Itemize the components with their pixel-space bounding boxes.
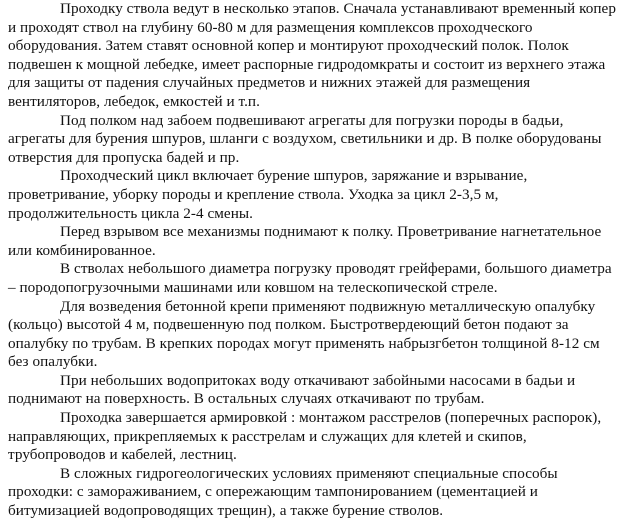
paragraph-water-pumping: При небольших водопритоках воду откачивают забойными насосами в бадьи и поднимают на поверхность. В остальных случаях откачивают по трубам. [8, 371, 576, 408]
paragraph-shaft-sinking-stages: Проходку ствола ведут в несколько этапов. Сначала устанавливают временный копер и проходят ствол на глубину 60-80 м для размещения комплексов проходческого оборудования. Затем ставят основной копер и монтируют проходческий полок. Полок подвешен к мощной лебедке, имеет распорные гидродомкраты и состоит из верхнего этажа для защиты от падения случайных предметов и нижних этажей для размещения вентиляторов, лебедок, емкостей и т.п. [8, 0, 616, 110]
paragraph-shaft-equipping: Проходка завершается армировкой : монтажом расстрелов (поперечных распорок), направляющих, прикрепляемых к расстрелам и служащих для клетей и скипов, трубопроводов и кабелей, лестниц. [8, 409, 602, 464]
paragraph-equipment-under-platform: Под полком над забоем подвешивают агрегаты для погрузки породы в бадьи, агрегаты для бурения шпуров, шланги с воздухом, светильники и др. В полке оборудованы отверстия для пропуска бадей и пр. [8, 111, 602, 166]
paragraph-rock-loading: В стволах небольшого диаметра погрузку проводят грейферами, большого диаметра – породопогрузочными машинами или ковшом на телескопической стреле. [8, 260, 612, 296]
paragraph-blasting-ventilation: Перед взрывом все механизмы поднимают к полку. Проветривание нагнетательное или комбинированное. [8, 223, 602, 259]
paragraph-sinking-cycle: Проходческий цикл включает бурение шпуров, заряжание и взрывание, проветривание, уборку породы и крепление ствола. Уходка за цикл 2-3,5 м, продолжительность цикла 2-4 смены. [8, 167, 528, 222]
paragraph-concrete-lining: Для возведения бетонной крепи применяют подвижную металлическую опалубку (кольцо) высотой 4 м, подвешенную под полком. Быстротвердеющий бетон подают за опалубку по трубам. В крепких породах могут применять набрызгбетон толщиной 8-12 см без опалубки. [8, 297, 600, 371]
paragraph-special-methods: В сложных гидрогеологических условиях применяют специальные способы проходки: с замораживанием, с опережающим тампонированием (цементацией и битумизацией водопроводящих трещин), а также бурение стволов. [8, 464, 558, 520]
